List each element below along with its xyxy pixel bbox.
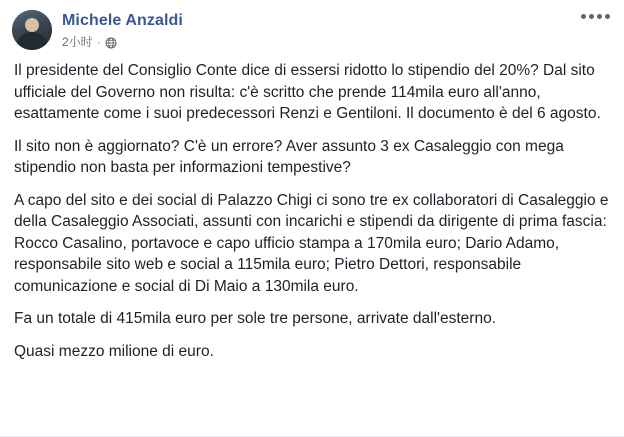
post-body (0, 54, 624, 362)
avatar[interactable] (12, 10, 52, 50)
ellipsis-dot (589, 14, 594, 19)
post-paragraph: A capo del sito e dei social di Palazzo Chigi ci sono tre ex collaboratori di Casaleggio e della Casaleggio Associati, assunti con incarichi e stipendi da dirigente di prima fascia: Rocco Casalino, portavoce e capo ufficio stampa a 170mila euro; Dario Adamo, responsabile sito web e social a 115mila euro; Pietro Dettori, responsabile comunicazione e social di Di Maio a 130mila euro. (14, 191, 609, 295)
post-timestamp[interactable]: 2小时 (62, 35, 93, 49)
ellipsis-dot (581, 14, 586, 19)
post-meta (62, 34, 183, 50)
ellipsis-icon[interactable] (581, 14, 610, 19)
avatar-head-shape (25, 18, 39, 32)
post-paragraph: Il sito non è aggiornato? C'è un errore? Aver assunto 3 ex Casaleggio con mega stipendio non basta per informazioni tempestive? (14, 137, 564, 176)
ellipsis-dot (597, 14, 602, 19)
post-header-text (62, 10, 183, 50)
ellipsis-dot (605, 14, 610, 19)
post-header (0, 0, 624, 54)
meta-separator: · (96, 35, 101, 49)
post-author-name[interactable]: Michele Anzaldi (62, 12, 183, 29)
post-paragraph: Fa un totale di 415mila euro per sole tre persone, arrivate dall'esterno. (14, 310, 497, 327)
post-paragraph: Il presidente del Consiglio Conte dice di essersi ridotto lo stipendio del 20%? Dal sito ufficiale del Governo non risulta: c'è scritto che prende 114mila euro all'anno, esattamente come i suoi predecessori Renzi e Gentiloni. Il documento è del 6 agosto. (14, 62, 601, 122)
globe-icon[interactable] (105, 37, 117, 49)
post-paragraph: Quasi mezzo milione di euro. (14, 342, 214, 360)
